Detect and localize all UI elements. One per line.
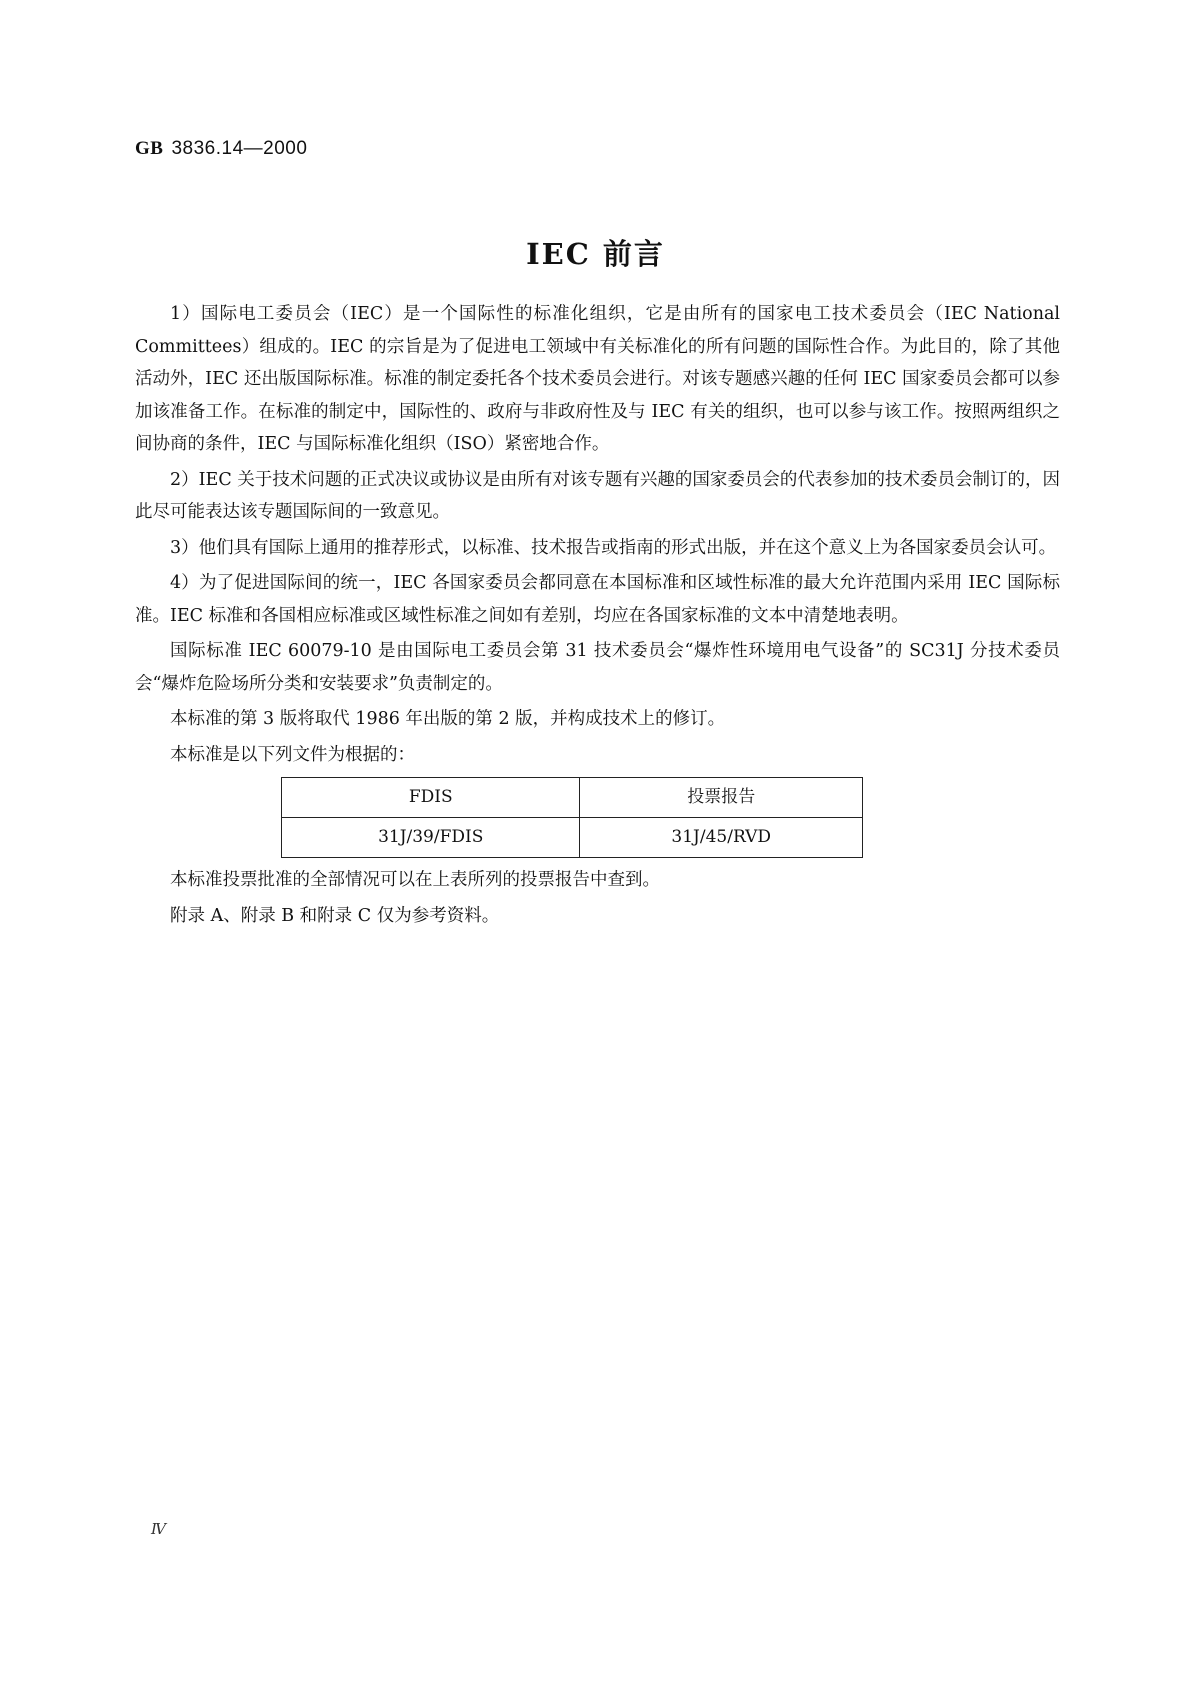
page-number: Ⅳ: [151, 1520, 166, 1538]
paragraph-5: 国际标准 IEC 60079-10 是由国际电工委员会第 31 技术委员会“爆炸性环境用电气设备”的 SC31J 分技术委员会“爆炸危险场所分类和安装要求”负责制定的。: [135, 641, 1060, 694]
page-title: IEC 前言: [526, 237, 665, 271]
standard-code: [135, 138, 307, 160]
document-body: [135, 298, 1060, 935]
paragraph-2: 2）IEC 关于技术问题的正式决议或协议是由所有对该专题有兴趣的国家委员会的代表参加的技术委员会制订的，因此尽可能表达该专题国际间的一致意见。: [135, 469, 1060, 522]
table-header-fdis: FDIS: [282, 778, 580, 818]
paragraph-after-table-2: 附录 A、附录 B 和附录 C 仅为参考资料。: [170, 905, 500, 926]
paragraph-7: 本标准是以下列文件为根据的：: [170, 744, 415, 765]
paragraph-1: 1）国际电工委员会（IEC）是一个国际性的标准化组织，它是由所有的国家电工技术委员会（IEC National Committees）组成的。IEC 的宗旨是为了促进电工领域中有关标准化的所有问题的国际性合作。为此目的，除了其他活动外，IEC 还出版国际标准。标准的制定委托各个技术委员会进行。对该专题感兴趣的任何 IEC 国家委员会都可以参加该准备工作。在标准的制定中，国际性的、政府与非政府性及与 IEC 有关的组织，也可以参与该工作。按照两组织之间协商的条件，IEC 与国际标准化组织（ISO）紧密地合作。: [135, 304, 1060, 454]
paragraph-3: 3）他们具有国际上通用的推荐形式，以标准、技术报告或指南的形式出版，并在这个意义上为各国家委员会认可。: [170, 537, 1057, 558]
table-row: [282, 818, 863, 858]
reference-table: [281, 777, 863, 858]
standard-number: 3836.14—2000: [171, 138, 308, 159]
paragraph-6: 本标准的第 3 版将取代 1986 年出版的第 2 版，并构成技术上的修订。: [170, 709, 726, 729]
table-cell-rvd: 31J/45/RVD: [580, 818, 863, 858]
standard-prefix: GB: [135, 138, 164, 159]
table-header-vote-report: 投票报告: [580, 778, 863, 818]
paragraph-after-table-1: 本标准投票批准的全部情况可以在上表所列的投票报告中查到。: [170, 870, 660, 890]
table-header-row: [282, 778, 863, 818]
paragraph-4: 4）为了促进国际间的统一，IEC 各国家委员会都同意在本国标准和区域性标准的最大允许范围内采用 IEC 国际标准。IEC 标准和各国相应标准或区域性标准之间如有差别，均应在各国家标准的文本中清楚地表明。: [135, 573, 1060, 626]
table-cell-fdis: 31J/39/FDIS: [282, 818, 580, 858]
